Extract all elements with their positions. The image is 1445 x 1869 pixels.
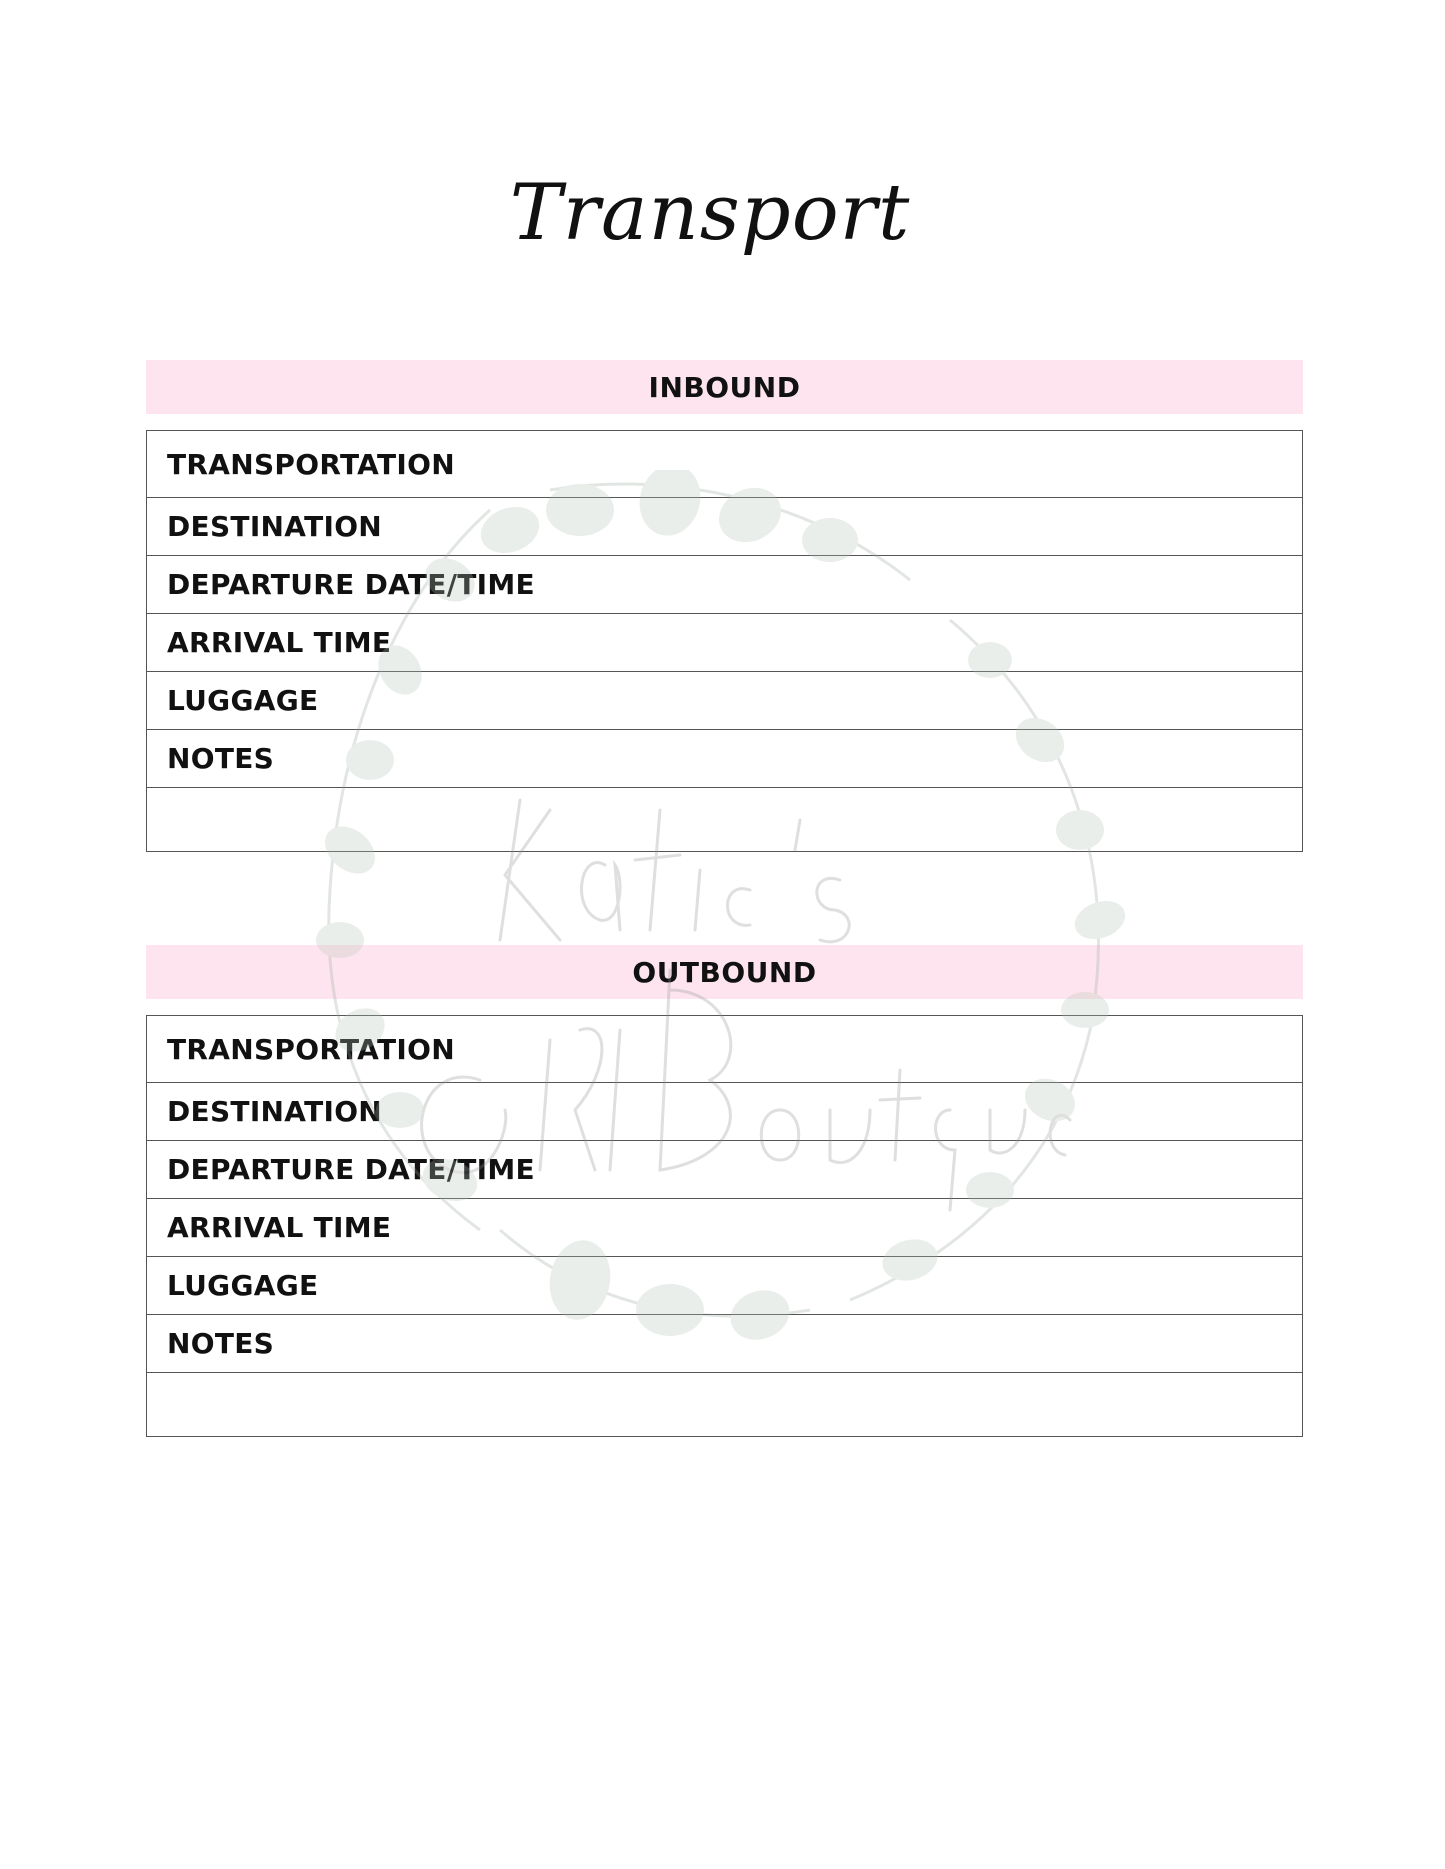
outbound-table (146, 1015, 1303, 1437)
inbound-section (146, 360, 1303, 852)
outbound-destination-row[interactable]: DESTINATION (147, 1083, 1302, 1141)
inbound-table (146, 430, 1303, 852)
inbound-arrival-row[interactable]: ARRIVAL TIME (147, 614, 1302, 672)
outbound-arrival-row[interactable]: ARRIVAL TIME (147, 1199, 1302, 1257)
page-title: Transport (509, 168, 911, 258)
outbound-section (146, 945, 1303, 1437)
outbound-notes-blank-row[interactable] (147, 1373, 1302, 1436)
outbound-departure-row[interactable]: DEPARTURE DATE/TIME (147, 1141, 1302, 1199)
inbound-header: INBOUND (146, 360, 1303, 414)
inbound-notes-blank-row[interactable] (147, 788, 1302, 851)
outbound-luggage-row[interactable]: LUGGAGE (147, 1257, 1302, 1315)
inbound-destination-row[interactable]: DESTINATION (147, 498, 1302, 556)
inbound-notes-row[interactable]: NOTES (147, 730, 1302, 788)
outbound-header: OUTBOUND (146, 945, 1303, 999)
outbound-transportation-row[interactable]: TRANSPORTATION (147, 1016, 1302, 1083)
inbound-transportation-row[interactable]: TRANSPORTATION (147, 431, 1302, 498)
inbound-luggage-row[interactable]: LUGGAGE (147, 672, 1302, 730)
inbound-departure-row[interactable]: DEPARTURE DATE/TIME (147, 556, 1302, 614)
outbound-notes-row[interactable]: NOTES (147, 1315, 1302, 1373)
